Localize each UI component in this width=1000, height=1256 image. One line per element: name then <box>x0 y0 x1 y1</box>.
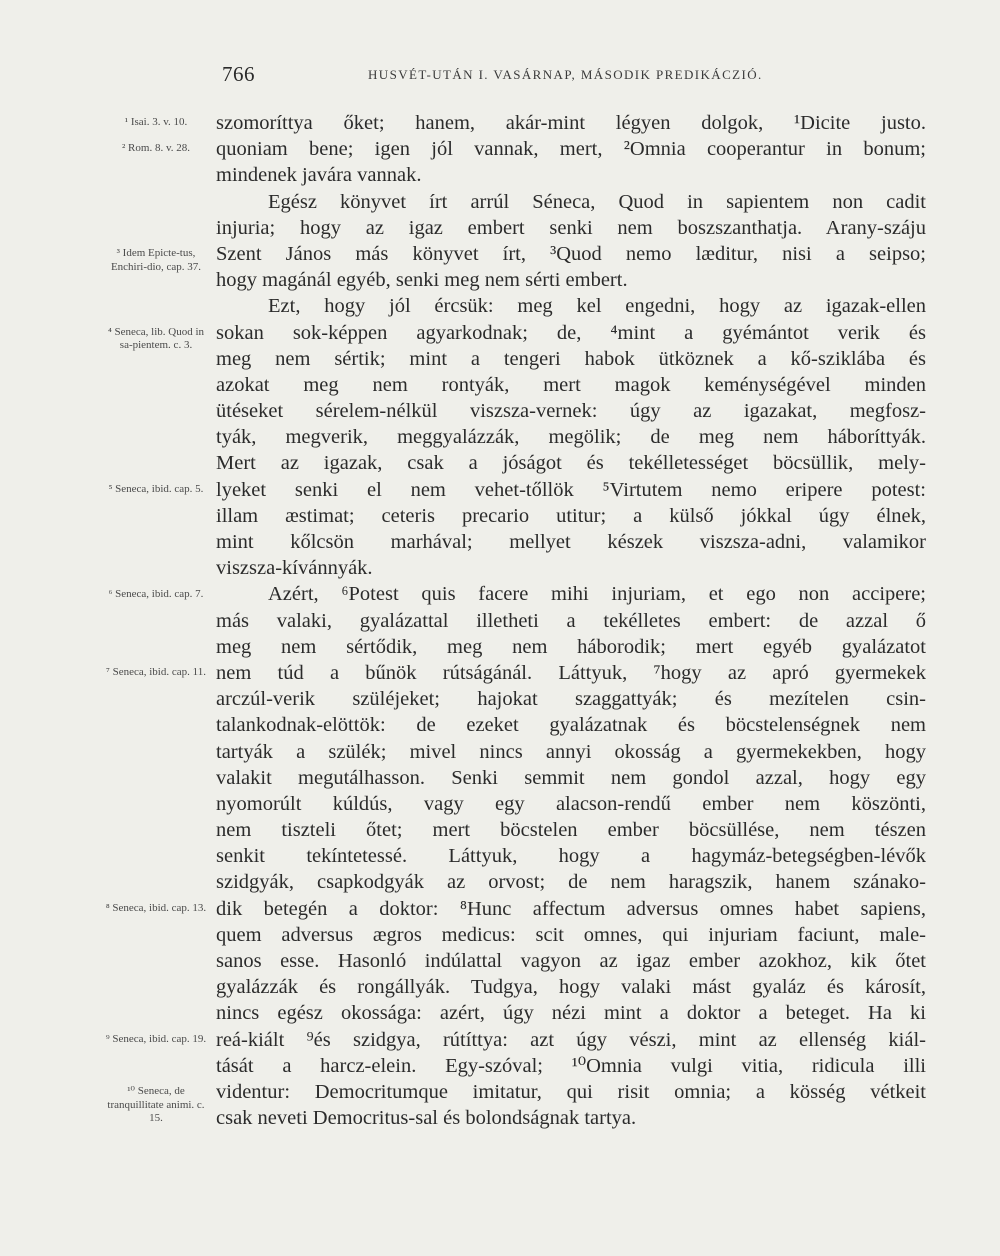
text-line: Ezt, hogy jól ércsük: meg kel engedni, hogy az igazak-ellen <box>268 295 926 318</box>
text-line: nyomorúlt kúldús, vagy egy alacson-rendű ember nem köszönti, <box>216 792 926 815</box>
text-line: Egész könyvet írt arrúl Séneca, Quod in sapientem non cadit <box>268 190 926 213</box>
marginal-note: ¹ Isai. 3. v. 10. <box>124 116 188 128</box>
text-line: tását a harcz-elein. Egy-szóval; ¹⁰Omnia vulgi vitia, ridicula illi <box>216 1054 926 1077</box>
marginal-note: ³ Idem Epicte-tus, Enchiri-dio, cap. 37. <box>110 247 202 273</box>
text-line: szidgyák, csapkodgyák az orvost; de nem haragszik, hanem szánako- <box>216 871 926 894</box>
marginal-note: ⁸ Seneca, ibid. cap. 13. <box>105 902 207 914</box>
text-line: Mert az igazak, csak a jóságot és tekélletességet böcsüllik, mely- <box>216 452 926 475</box>
text-line: meg nem sértődik, meg nem háborodik; mert egyéb gyalázatot <box>216 635 926 658</box>
text-line: meg nem sértik; mint a tengeri habok ütköznek a kő-sziklába és <box>216 347 926 370</box>
text-line: azokat meg nem rontyák, mert magok keménységével minden <box>216 373 926 396</box>
text-line: valakit megutálhasson. Senki semmit nem gondol azzal, hogy egy <box>216 766 926 789</box>
marginal-note: ⁵ Seneca, ibid. cap. 5. <box>108 482 204 495</box>
text-line: injuria; hogy az igaz embert senki nem boszszanthatja. Arany-száju <box>216 216 926 239</box>
marginal-note: ⁶ Seneca, ibid. cap. 7. <box>108 587 204 600</box>
text-line: nem túd a bűnök rútságánál. Láttyuk, ⁷hogy az apró gyermekek <box>216 661 926 684</box>
text-line: csak neveti Democritus-sal és bolondságnak tartya. <box>216 1107 637 1130</box>
text-line: reá-kiált ⁹és szidgya, rútíttya: azt úgy vészi, mint az ellenség kiál- <box>216 1028 926 1051</box>
text-line: viszsza-kívánnyák. <box>216 557 373 580</box>
text-line: videntur: Democritumque imitatur, qui risit omnia; a kösség vétkeit <box>216 1080 926 1103</box>
text-line: sokan sok-képpen agyarkodnak; de, ⁴mint a gyémántot verik és <box>216 321 926 344</box>
text-line: senkit tekíntetessé. Láttyuk, hogy a hagymáz-betegségben-lévők <box>216 845 926 868</box>
text-line: nincs egész okossága: azért, úgy nézi mint a doktor a beteget. Ha ki <box>216 1002 926 1025</box>
marginal-note: ² Rom. 8. v. 28. <box>122 142 190 155</box>
text-line: quoniam bene; igen jól vannak, mert, ²Omnia cooperantur in bonum; <box>216 138 926 161</box>
text-line: Azért, ⁶Potest quis facere mihi injuriam, et ego non accipere; <box>268 583 926 606</box>
marginal-note: ⁹ Seneca, ibid. cap. 19. <box>105 1033 207 1045</box>
text-line: tyák, megverik, meggyalázzák, megölik; de meg nem háboríttyák. <box>216 426 926 449</box>
running-title: HUSVÉT-UTÁN I. VASÁRNAP, MÁSODIK PREDIKÁCZIÓ. <box>368 67 763 82</box>
page-number: 766 <box>222 62 255 86</box>
marginal-note: ¹⁰ Seneca, de tranquillitate animi. c. 15. <box>107 1085 205 1125</box>
text-line: lyeket senki el nem vehet-tőllök ⁵Virtutem nemo eripere potest: <box>216 478 926 501</box>
text-line: sanos esse. Hasonló indúlattal vagyon az igaz ember azokhoz, kik őtet <box>216 950 926 972</box>
text-line: illam æstimat; ceteris precario utitur; a külső jókkal úgy élnek, <box>216 504 926 527</box>
text-line: dik betegén a doktor: ⁸Hunc affectum adversus omnes habet sapiens, <box>216 897 926 920</box>
main-text <box>216 110 926 1131</box>
text-line: hogy magánál egyéb, senki meg nem sérti embert. <box>216 269 628 292</box>
text-line: tartyák a szülék; mivel nincs annyi okosság a gyermekekben, hogy <box>216 740 926 763</box>
text-line: nem tiszteli őtet; mert böcstelen ember böcsüllése, nem tészen <box>216 819 926 842</box>
marginal-note: ⁴ Seneca, lib. Quod in sa-pientem. c. 3. <box>107 325 205 352</box>
text-line: mint kőlcsön marhával; mellyet készek viszsza-adni, valamikor <box>216 531 926 553</box>
text-line: Szent János más könyvet írt, ³Quod nemo læditur, nisi a seipso; <box>216 242 926 265</box>
text-line: ütéseket sérelem-nélkül viszsza-vernek: úgy az igazakat, megfosz- <box>216 400 926 423</box>
text-line: talankodnak-elöttök: de ezeket gyalázatnak és böcstelenségnek nem <box>216 714 926 737</box>
text-line: quem adversus ægros medicus: scit omnes, qui injuriam faciunt, male- <box>216 923 926 946</box>
text-line: más valaki, gyalázattal illetheti a tekélletes embert: de azzal ő <box>216 609 926 632</box>
text-line: szomoríttya őket; hanem, akár-mint légyen dolgok, ¹Dicite justo. <box>216 112 926 134</box>
text-line: gyalázzák és rongállyák. Tudgya, hogy valaki mást gyaláz és károsít, <box>216 976 926 999</box>
text-line: mindenek javára vannak. <box>216 164 422 187</box>
text-line: arczúl-verik szüléjeket; hajokat szaggattyák; és mezítelen csin- <box>216 688 926 711</box>
marginal-note: ⁷ Seneca, ibid. cap. 11. <box>106 666 206 679</box>
